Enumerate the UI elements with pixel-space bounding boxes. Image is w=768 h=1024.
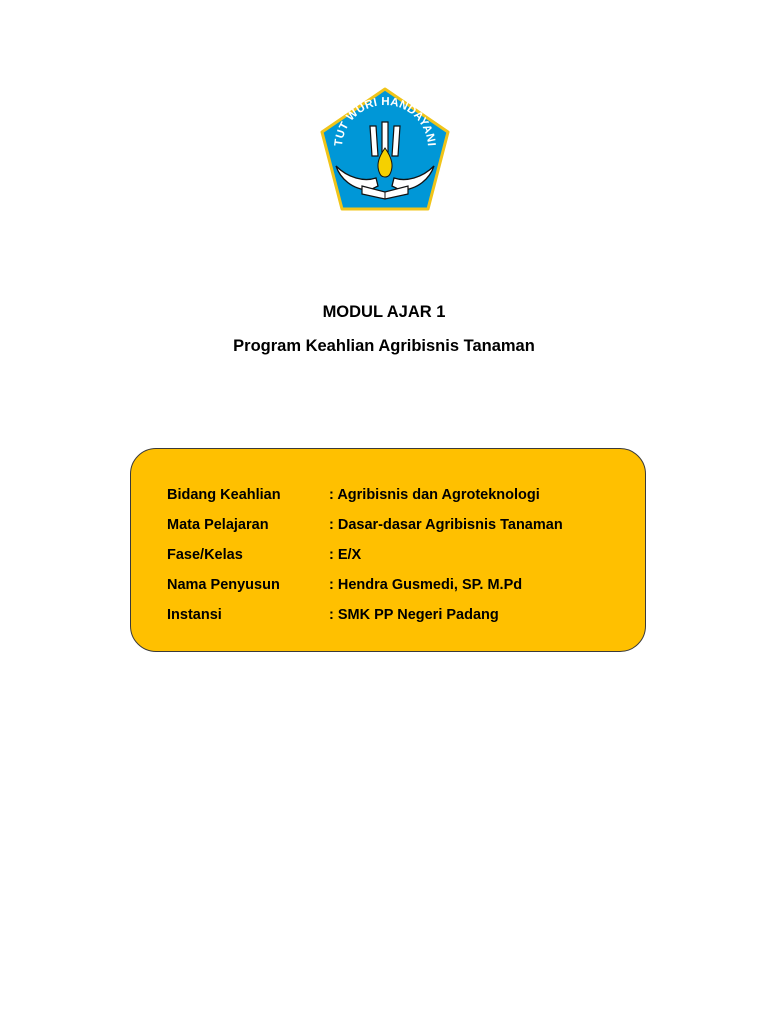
logo-motto: TUT WURI HANDAYANI <box>332 95 437 147</box>
module-info-box <box>130 448 646 652</box>
info-value: : SMK PP Negeri Padang <box>329 607 499 623</box>
program-subtitle: Program Keahlian Agribisnis Tanaman <box>233 337 535 355</box>
info-value: : Hendra Gusmedi, SP. M.Pd <box>329 577 523 593</box>
info-label: Fase/Kelas <box>167 547 243 563</box>
info-label: Bidang Keahlian <box>167 487 281 503</box>
info-label: Nama Penyusun <box>167 577 280 593</box>
info-row-fase-kelas <box>167 545 361 565</box>
info-value: : Dasar-dasar Agribisnis Tanaman <box>329 517 563 533</box>
module-title: MODUL AJAR 1 <box>322 303 446 321</box>
info-row-mata-pelajaran <box>167 515 563 535</box>
info-row-bidang-keahlian <box>167 485 540 505</box>
info-value: : E/X <box>329 547 362 563</box>
info-row-instansi <box>167 605 499 625</box>
title-block <box>0 302 768 356</box>
info-label: Mata Pelajaran <box>167 517 269 533</box>
tut-wuri-handayani-logo <box>318 86 452 214</box>
info-label: Instansi <box>167 607 222 623</box>
info-row-nama-penyusun <box>167 575 522 595</box>
info-value: : Agribisnis dan Agroteknologi <box>329 487 540 503</box>
